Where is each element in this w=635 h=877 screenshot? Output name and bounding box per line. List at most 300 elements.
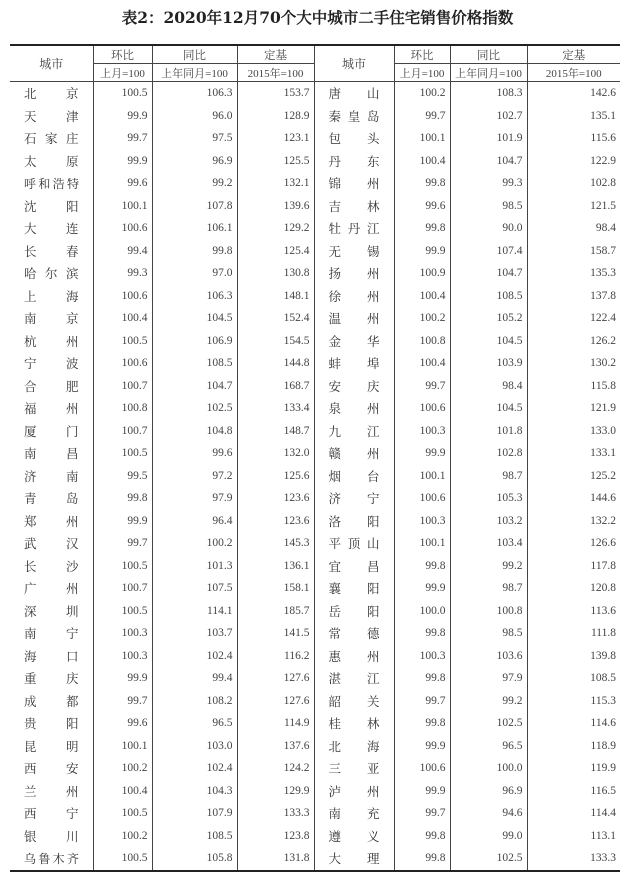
mom-value: 100.6 [394,757,450,780]
yoy-value: 105.3 [450,487,527,510]
city-name: 韶关 [314,690,394,713]
city-name: 海口 [24,648,79,664]
yoy-value: 99.6 [152,442,237,465]
fixed-value: 129.9 [237,780,314,803]
yoy-value: 99.2 [450,555,527,578]
table-row [10,555,620,578]
city-name: 蚌埠 [314,352,394,375]
table-row [10,667,620,690]
fixed-value: 119.9 [527,757,620,780]
city-name: 三亚 [314,757,394,780]
yoy-value: 99.4 [152,667,237,690]
yoy-value: 97.9 [450,667,527,690]
city-name: 赣州 [314,442,394,465]
table-row [10,757,620,780]
fixed-value: 139.8 [527,645,620,668]
fixed-value: 142.6 [527,82,620,105]
city-name: 青岛 [24,491,79,507]
yoy-value: 96.5 [152,712,237,735]
table-row [10,690,620,713]
mom-value: 99.7 [394,802,450,825]
fixed-value: 145.3 [237,532,314,555]
mom-value: 99.9 [394,735,450,758]
city-name: 无锡 [314,240,394,263]
mom-value: 100.4 [394,150,450,173]
yoy-value: 100.8 [450,600,527,623]
city-name: 襄阳 [314,577,394,600]
mom-value: 100.1 [93,195,152,218]
mom-value: 100.1 [394,127,450,150]
fixed-value: 133.3 [527,847,620,871]
header-city: 城市 [10,45,93,82]
fixed-value: 123.6 [237,487,314,510]
mom-value: 99.8 [394,172,450,195]
city-name: 济南 [24,468,79,484]
yoy-value: 101.8 [450,420,527,443]
table-row [10,330,620,353]
yoy-value: 108.5 [450,285,527,308]
yoy-value: 99.8 [152,240,237,263]
fixed-value: 144.8 [237,352,314,375]
fixed-value: 116.2 [237,645,314,668]
mom-value: 99.7 [93,690,152,713]
city-name: 长春 [24,243,79,259]
mom-value: 99.8 [394,667,450,690]
yoy-value: 104.5 [152,307,237,330]
mom-value: 100.5 [93,847,152,871]
fixed-value: 102.8 [527,172,620,195]
fixed-value: 113.6 [527,600,620,623]
fixed-value: 144.6 [527,487,620,510]
mom-value: 99.9 [93,667,152,690]
city-name: 哈尔滨 [24,266,79,282]
fixed-value: 137.8 [527,285,620,308]
yoy-value: 104.5 [450,330,527,353]
city-name: 平顶山 [314,532,394,555]
mom-value: 100.6 [93,352,152,375]
table-row [10,420,620,443]
yoy-value: 106.1 [152,217,237,240]
city-name: 昆明 [24,738,79,754]
yoy-value: 99.2 [152,172,237,195]
city-name: 北京 [24,86,79,102]
city-name: 上海 [24,288,79,304]
city-name: 泉州 [314,397,394,420]
mom-value: 99.7 [93,532,152,555]
table-row [10,465,620,488]
mom-value: 99.6 [93,712,152,735]
fixed-value: 114.9 [237,712,314,735]
table-row [10,487,620,510]
yoy-value: 96.4 [152,510,237,533]
mom-value: 100.4 [394,352,450,375]
table-row [10,352,620,375]
city-name: 南宁 [24,626,79,642]
yoy-value: 102.5 [450,847,527,871]
mom-value: 99.7 [93,127,152,150]
mom-value: 99.6 [93,172,152,195]
yoy-value: 106.9 [152,330,237,353]
mom-value: 99.8 [93,487,152,510]
table-header [10,45,620,82]
table-row [10,262,620,285]
city-name: 常德 [314,622,394,645]
city-name: 南京 [24,311,79,327]
yoy-value: 102.7 [450,105,527,128]
mom-value: 100.1 [93,735,152,758]
mom-value: 99.9 [394,442,450,465]
header-fixed-base-2: 2015年=100 [527,64,620,82]
table-row [10,127,620,150]
table-row [10,195,620,218]
mom-value: 100.7 [93,577,152,600]
fixed-value: 130.8 [237,262,314,285]
yoy-value: 103.4 [450,532,527,555]
mom-value: 100.4 [93,780,152,803]
fixed-value: 118.9 [527,735,620,758]
table-row [10,645,620,668]
fixed-value: 127.6 [237,667,314,690]
table-row [10,442,620,465]
yoy-value: 97.9 [152,487,237,510]
table-row [10,82,620,105]
mom-value: 99.9 [394,577,450,600]
city-name: 唐山 [314,82,394,105]
city-name: 九江 [314,420,394,443]
fixed-value: 114.6 [527,712,620,735]
city-name: 兰州 [24,783,79,799]
mom-value: 100.6 [93,217,152,240]
yoy-value: 104.7 [152,375,237,398]
yoy-value: 108.2 [152,690,237,713]
city-name: 深圳 [24,603,79,619]
city-name: 南充 [314,802,394,825]
fixed-value: 124.2 [237,757,314,780]
city-name: 徐州 [314,285,394,308]
city-name: 遵义 [314,825,394,848]
header-fixed-base: 2015年=100 [237,64,314,82]
mom-value: 99.6 [394,195,450,218]
fixed-value: 158.7 [527,240,620,263]
yoy-value: 94.6 [450,802,527,825]
city-name: 西宁 [24,806,79,822]
yoy-value: 105.2 [450,307,527,330]
mom-value: 100.5 [93,600,152,623]
yoy-value: 106.3 [152,82,237,105]
yoy-value: 101.3 [152,555,237,578]
city-name: 长沙 [24,558,79,574]
city-name: 呼和浩特 [24,176,79,191]
table-row [10,600,620,623]
fixed-value: 123.6 [237,510,314,533]
yoy-value: 106.3 [152,285,237,308]
yoy-value: 108.5 [152,825,237,848]
city-name: 合肥 [24,378,79,394]
yoy-value: 107.4 [450,240,527,263]
city-name: 太原 [24,153,79,169]
yoy-value: 98.5 [450,195,527,218]
fixed-value: 116.5 [527,780,620,803]
city-name: 牡丹江 [314,217,394,240]
table-row [10,172,620,195]
fixed-value: 115.8 [527,375,620,398]
yoy-value: 102.5 [152,397,237,420]
fixed-value: 152.4 [237,307,314,330]
fixed-value: 113.1 [527,825,620,848]
header-mom-base-2: 上月=100 [394,64,450,82]
fixed-value: 128.9 [237,105,314,128]
header-mom-base: 上月=100 [93,64,152,82]
mom-value: 99.8 [394,622,450,645]
fixed-value: 132.0 [237,442,314,465]
fixed-value: 137.6 [237,735,314,758]
table-row [10,622,620,645]
mom-value: 99.5 [93,465,152,488]
mom-value: 100.3 [394,510,450,533]
fixed-value: 158.1 [237,577,314,600]
mom-value: 100.3 [394,645,450,668]
city-name: 南昌 [24,446,79,462]
fixed-value: 123.1 [237,127,314,150]
fixed-value: 115.3 [527,690,620,713]
mom-value: 99.7 [394,690,450,713]
city-name: 桂林 [314,712,394,735]
mom-value: 100.6 [93,285,152,308]
table-row [10,825,620,848]
fixed-value: 133.3 [237,802,314,825]
fixed-value: 115.6 [527,127,620,150]
city-name: 洛阳 [314,510,394,533]
yoy-value: 104.7 [450,150,527,173]
city-name: 银川 [24,828,79,844]
yoy-value: 103.2 [450,510,527,533]
mom-value: 99.7 [394,375,450,398]
mom-value: 100.9 [394,262,450,285]
table-row [10,577,620,600]
city-name: 贵阳 [24,716,79,732]
table-row [10,307,620,330]
mom-value: 99.7 [394,105,450,128]
city-name: 济宁 [314,487,394,510]
fixed-value: 133.1 [527,442,620,465]
table-row [10,532,620,555]
yoy-value: 114.1 [152,600,237,623]
mom-value: 100.6 [394,397,450,420]
fixed-value: 121.9 [527,397,620,420]
yoy-value: 104.3 [152,780,237,803]
city-name: 重庆 [24,671,79,687]
yoy-value: 90.0 [450,217,527,240]
table-row [10,285,620,308]
city-name: 泸州 [314,780,394,803]
mom-value: 100.2 [394,82,450,105]
mom-value: 99.9 [394,780,450,803]
mom-value: 100.2 [394,307,450,330]
mom-value: 99.8 [394,712,450,735]
city-name: 成都 [24,693,79,709]
mom-value: 100.0 [394,600,450,623]
city-name: 西安 [24,761,79,777]
fixed-value: 98.4 [527,217,620,240]
table-row [10,150,620,173]
yoy-value: 98.5 [450,622,527,645]
fixed-value: 139.6 [237,195,314,218]
table-row [10,735,620,758]
fixed-value: 130.2 [527,352,620,375]
mom-value: 100.2 [93,757,152,780]
table-row [10,847,620,871]
city-name: 武汉 [24,536,79,552]
city-name: 吉林 [314,195,394,218]
yoy-value: 104.8 [152,420,237,443]
city-name: 岳阳 [314,600,394,623]
yoy-value: 102.5 [450,712,527,735]
city-name: 温州 [314,307,394,330]
yoy-value: 102.4 [152,757,237,780]
yoy-value: 102.4 [152,645,237,668]
city-name: 石家庄 [24,131,79,147]
mom-value: 99.9 [93,510,152,533]
fixed-value: 121.5 [527,195,620,218]
city-name: 包头 [314,127,394,150]
yoy-value: 108.5 [152,352,237,375]
header-city-2: 城市 [314,45,394,82]
mom-value: 100.1 [394,532,450,555]
header-fixed: 定基 [237,45,314,64]
mom-value: 100.2 [93,825,152,848]
fixed-value: 126.2 [527,330,620,353]
city-name: 大连 [24,221,79,237]
table-body [10,82,620,871]
yoy-value: 100.2 [152,532,237,555]
mom-value: 100.4 [93,307,152,330]
fixed-value: 185.7 [237,600,314,623]
mom-value: 100.7 [93,375,152,398]
mom-value: 100.5 [93,442,152,465]
yoy-value: 100.0 [450,757,527,780]
mom-value: 100.3 [93,622,152,645]
fixed-value: 125.2 [527,465,620,488]
fixed-value: 125.4 [237,240,314,263]
yoy-value: 96.0 [152,105,237,128]
city-name: 乌鲁木齐 [24,851,79,866]
yoy-value: 97.2 [152,465,237,488]
city-name: 宜昌 [314,555,394,578]
yoy-value: 107.5 [152,577,237,600]
fixed-value: 132.2 [527,510,620,533]
table-title: 表2：2020年12月70个大中城市二手住宅销售价格指数 [121,8,514,27]
fixed-value: 131.8 [237,847,314,871]
mom-value: 100.5 [93,802,152,825]
mom-value: 100.8 [394,330,450,353]
mom-value: 100.1 [394,465,450,488]
mom-value: 99.9 [93,105,152,128]
yoy-value: 99.0 [450,825,527,848]
city-name: 广州 [24,581,79,597]
header-fixed-2: 定基 [527,45,620,64]
header-yoy: 同比 [152,45,237,64]
fixed-value: 168.7 [237,375,314,398]
fixed-value: 127.6 [237,690,314,713]
yoy-value: 97.0 [152,262,237,285]
header-mom-2: 环比 [394,45,450,64]
table-row [10,397,620,420]
fixed-value: 114.4 [527,802,620,825]
city-name: 扬州 [314,262,394,285]
yoy-value: 98.7 [450,577,527,600]
yoy-value: 103.6 [450,645,527,668]
city-name: 北海 [314,735,394,758]
fixed-value: 125.6 [237,465,314,488]
mom-value: 99.8 [394,847,450,871]
yoy-value: 103.0 [152,735,237,758]
yoy-value: 105.8 [152,847,237,871]
fixed-value: 132.1 [237,172,314,195]
fixed-value: 133.4 [237,397,314,420]
mom-value: 100.7 [93,420,152,443]
yoy-value: 107.8 [152,195,237,218]
fixed-value: 108.5 [527,667,620,690]
fixed-value: 154.5 [237,330,314,353]
mom-value: 100.3 [394,420,450,443]
fixed-value: 133.0 [527,420,620,443]
fixed-value: 126.6 [527,532,620,555]
city-name: 丹东 [314,150,394,173]
fixed-value: 141.5 [237,622,314,645]
yoy-value: 96.9 [152,150,237,173]
city-name: 惠州 [314,645,394,668]
mom-value: 99.8 [394,825,450,848]
mom-value: 99.9 [93,150,152,173]
header-yoy-2: 同比 [450,45,527,64]
fixed-value: 111.8 [527,622,620,645]
fixed-value: 122.4 [527,307,620,330]
table-row [10,375,620,398]
city-name: 锦州 [314,172,394,195]
yoy-value: 96.5 [450,735,527,758]
table-row [10,712,620,735]
mom-value: 100.5 [93,555,152,578]
yoy-value: 98.4 [450,375,527,398]
price-index-table [10,44,620,872]
header-yoy-base: 上年同月=100 [152,64,237,82]
table-row [10,802,620,825]
city-name: 安庆 [314,375,394,398]
yoy-value: 97.5 [152,127,237,150]
yoy-value: 98.7 [450,465,527,488]
yoy-value: 101.9 [450,127,527,150]
mom-value: 99.4 [93,240,152,263]
fixed-value: 153.7 [237,82,314,105]
fixed-value: 148.1 [237,285,314,308]
fixed-value: 122.9 [527,150,620,173]
city-name: 福州 [24,401,79,417]
city-name: 沈阳 [24,198,79,214]
mom-value: 100.8 [93,397,152,420]
yoy-value: 104.5 [450,397,527,420]
city-name: 天津 [24,108,79,124]
yoy-value: 107.9 [152,802,237,825]
fixed-value: 123.8 [237,825,314,848]
mom-value: 100.4 [394,285,450,308]
mom-value: 100.5 [93,330,152,353]
mom-value: 99.9 [394,240,450,263]
fixed-value: 120.8 [527,577,620,600]
city-name: 杭州 [24,333,79,349]
table-row [10,780,620,803]
fixed-value: 135.1 [527,105,620,128]
yoy-value: 96.9 [450,780,527,803]
